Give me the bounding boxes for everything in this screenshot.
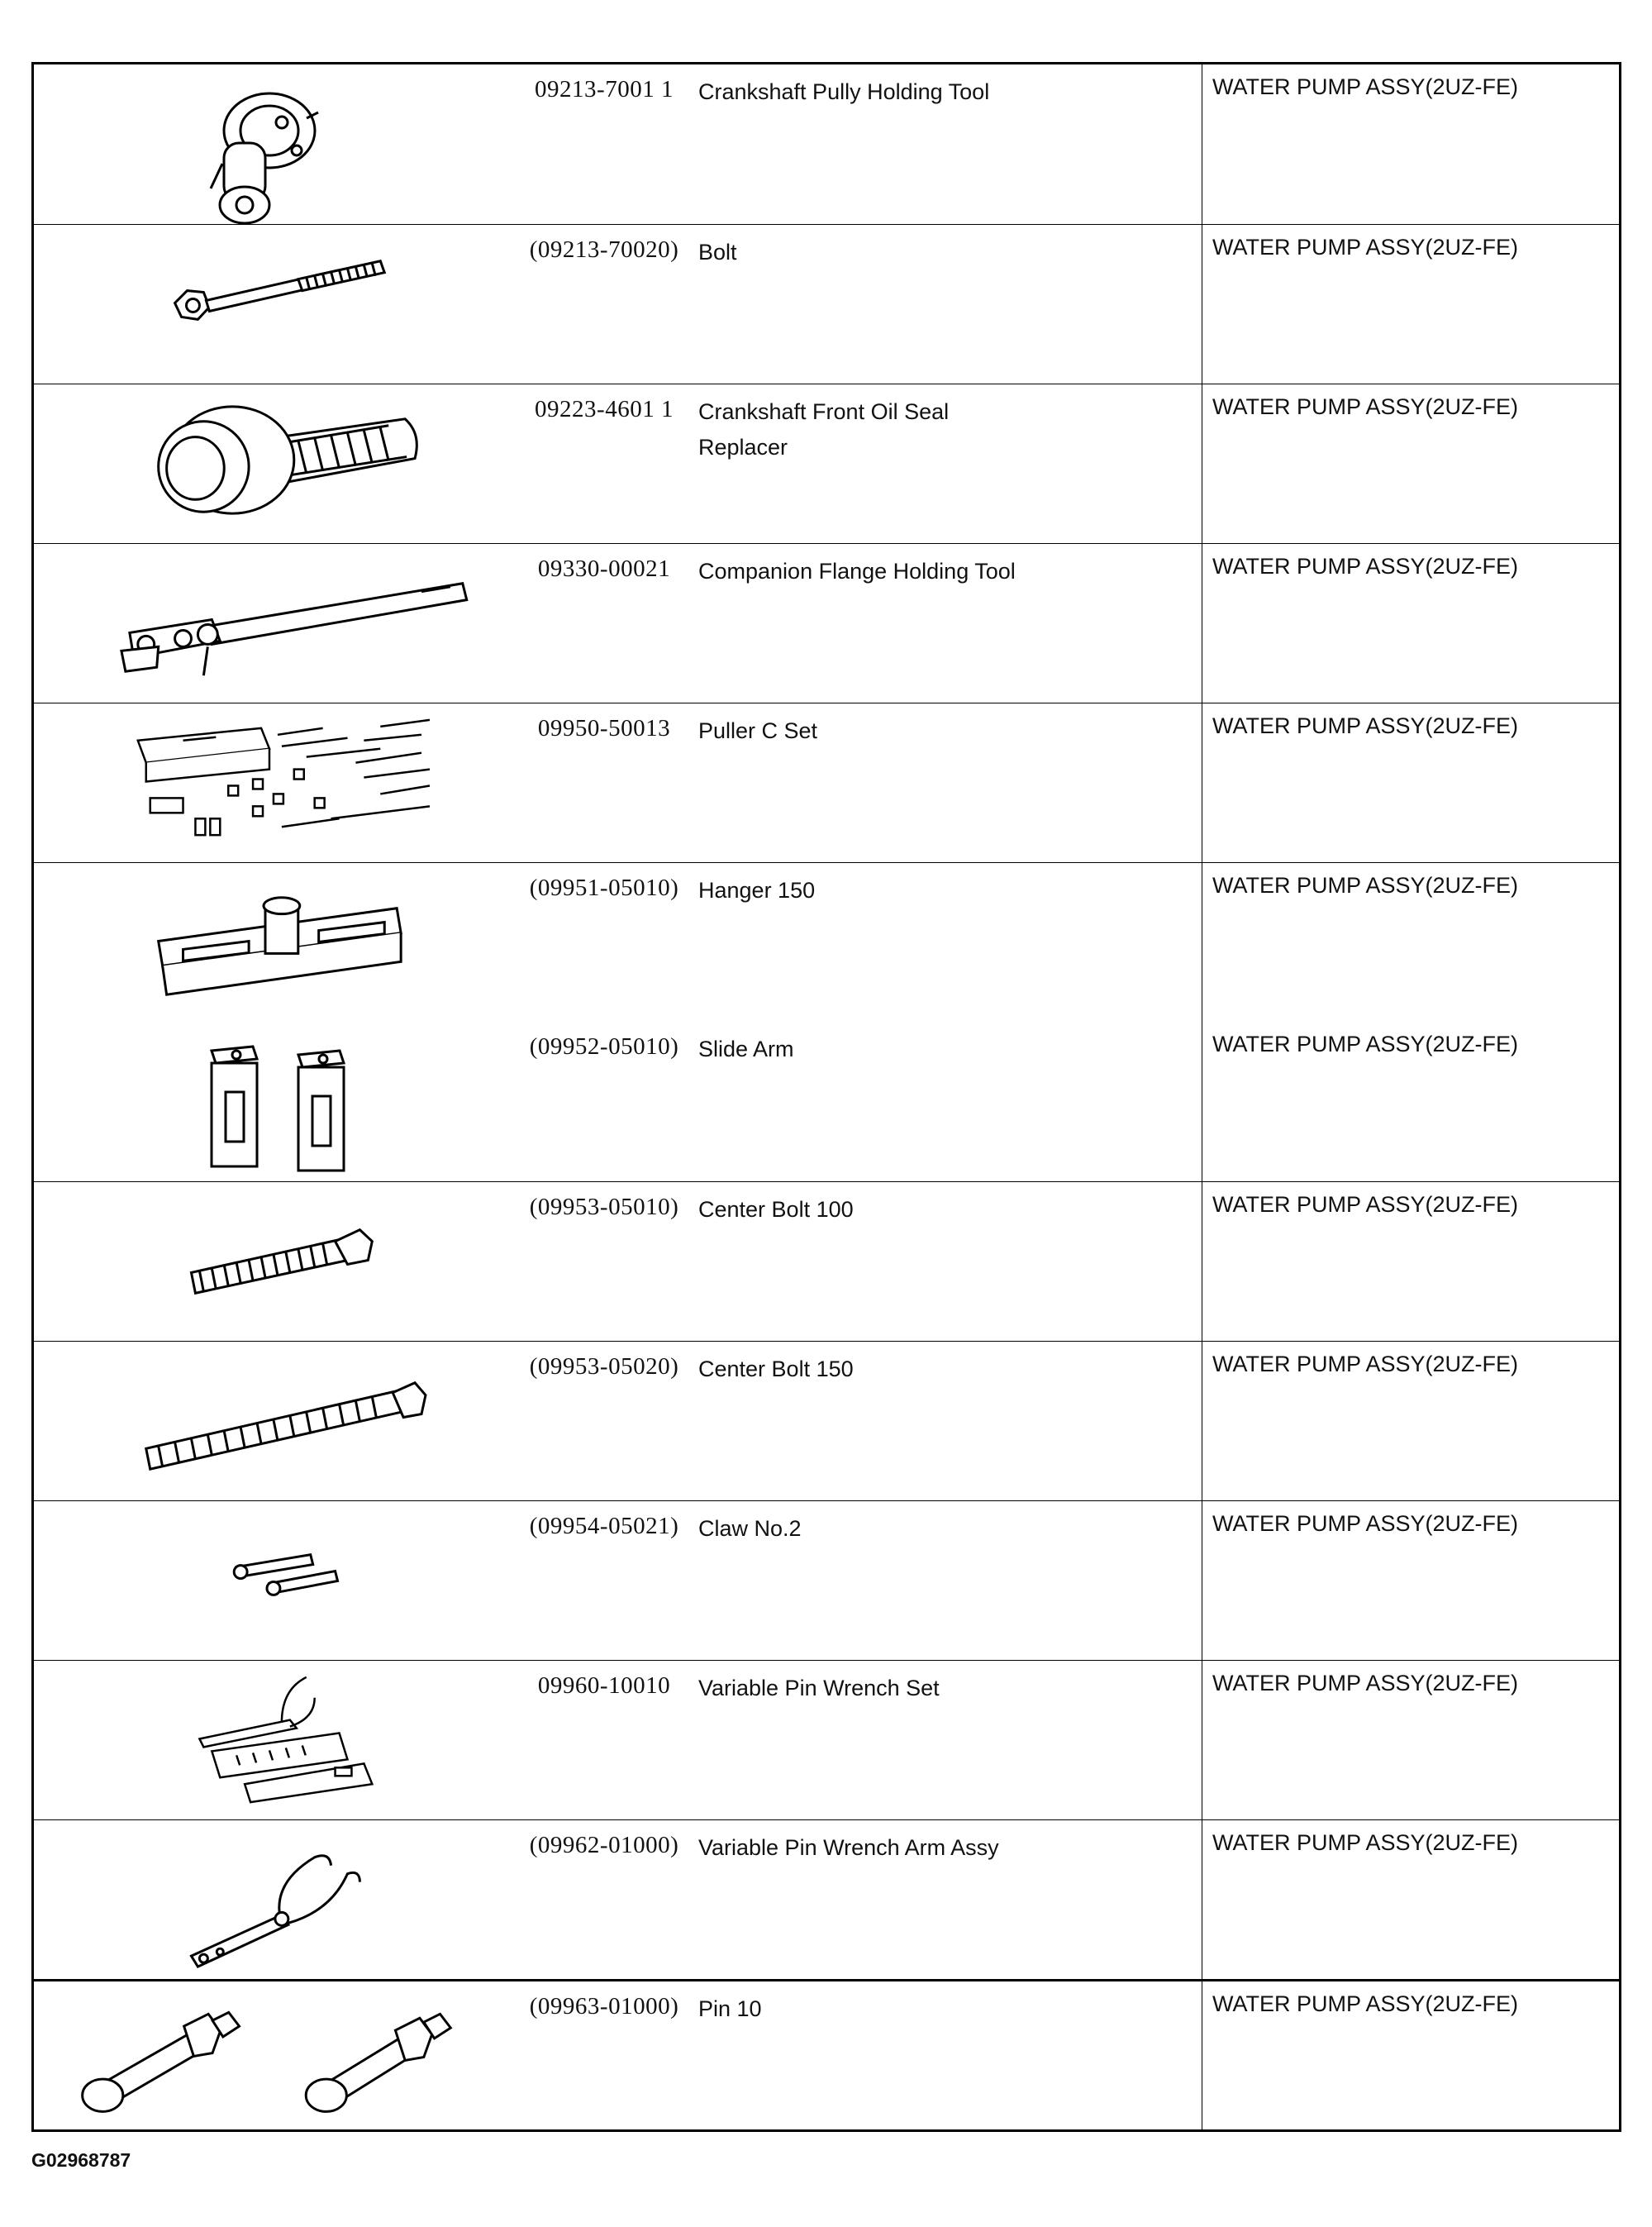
table-row bbox=[34, 1341, 1619, 1500]
oil-seal-replacer-icon bbox=[34, 384, 497, 543]
tool-name: Puller C Set bbox=[698, 718, 818, 743]
table-row bbox=[34, 64, 1619, 224]
section-label: WATER PUMP ASSY(2UZ-FE) bbox=[1212, 74, 1519, 99]
tool-name: Bolt bbox=[698, 240, 737, 265]
table-row bbox=[34, 543, 1619, 703]
tool-name: Claw No.2 bbox=[698, 1516, 802, 1541]
part-number: (09963-01000) bbox=[529, 1993, 679, 2020]
table-row bbox=[34, 1660, 1619, 1819]
part-number: (09952-05010) bbox=[529, 1033, 679, 1060]
tool-name: Hanger 150 bbox=[698, 878, 816, 903]
section-label: WATER PUMP ASSY(2UZ-FE) bbox=[1212, 554, 1519, 579]
part-number: 09213-7001 1 bbox=[535, 76, 674, 103]
section-label: WATER PUMP ASSY(2UZ-FE) bbox=[1212, 713, 1519, 738]
pulley-holding-tool-icon bbox=[34, 64, 497, 224]
section-label: WATER PUMP ASSY(2UZ-FE) bbox=[1212, 1830, 1519, 1855]
table-row bbox=[34, 1819, 1619, 1979]
section-label: WATER PUMP ASSY(2UZ-FE) bbox=[1212, 235, 1519, 260]
part-number: (09954-05021) bbox=[529, 1513, 679, 1539]
tool-table bbox=[31, 62, 1621, 2132]
section-label: WATER PUMP ASSY(2UZ-FE) bbox=[1212, 1511, 1519, 1536]
section-label: WATER PUMP ASSY(2UZ-FE) bbox=[1212, 1032, 1519, 1056]
tool-name: Center Bolt 150 bbox=[698, 1357, 854, 1381]
part-number: (09213-70020) bbox=[529, 236, 679, 263]
claw-icon bbox=[34, 1501, 497, 1660]
part-number: 09950-50013 bbox=[537, 715, 671, 742]
pin-icon bbox=[34, 1981, 497, 2132]
tool-name: Crankshaft Pully Holding Tool bbox=[698, 79, 990, 104]
part-number: (09951-05010) bbox=[529, 875, 679, 901]
table-row bbox=[34, 224, 1619, 384]
section-label: WATER PUMP ASSY(2UZ-FE) bbox=[1212, 394, 1519, 419]
table-row bbox=[34, 1022, 1619, 1181]
section-label: WATER PUMP ASSY(2UZ-FE) bbox=[1212, 873, 1519, 898]
bolt-icon bbox=[34, 225, 497, 384]
flange-holding-tool-icon bbox=[34, 544, 497, 703]
pin-wrench-arm-icon bbox=[34, 1820, 497, 1979]
center-bolt-icon bbox=[34, 1182, 497, 1341]
tool-name: Pin 10 bbox=[698, 1996, 762, 2021]
part-number: 09223-4601 1 bbox=[535, 396, 674, 422]
section-label: WATER PUMP ASSY(2UZ-FE) bbox=[1212, 1671, 1519, 1695]
part-number: (09953-05020) bbox=[529, 1353, 679, 1380]
hanger-icon bbox=[34, 863, 497, 1022]
tool-name: Slide Arm bbox=[698, 1037, 794, 1061]
table-row bbox=[34, 1500, 1619, 1660]
slide-arm-icon bbox=[34, 1022, 497, 1181]
part-number: (09962-01000) bbox=[529, 1832, 679, 1858]
tool-name: Crankshaft Front Oil Seal Replacer bbox=[698, 399, 950, 460]
part-number: 09960-10010 bbox=[537, 1672, 671, 1699]
section-label: WATER PUMP ASSY(2UZ-FE) bbox=[1212, 1352, 1519, 1376]
center-bolt-long-icon bbox=[34, 1342, 497, 1500]
figure-id: G02968787 bbox=[31, 2149, 131, 2171]
puller-set-icon bbox=[34, 703, 497, 862]
tool-name: Variable Pin Wrench Arm Assy bbox=[698, 1835, 999, 1860]
table-row bbox=[34, 862, 1619, 1022]
table-row bbox=[34, 1979, 1619, 2132]
tool-name: Variable Pin Wrench Set bbox=[698, 1676, 940, 1700]
section-label: WATER PUMP ASSY(2UZ-FE) bbox=[1212, 1192, 1519, 1217]
tool-name: Companion Flange Holding Tool bbox=[698, 559, 1016, 584]
section-label: WATER PUMP ASSY(2UZ-FE) bbox=[1212, 1991, 1519, 2016]
part-number: (09953-05010) bbox=[529, 1194, 679, 1220]
table-row bbox=[34, 703, 1619, 862]
pin-wrench-set-icon bbox=[34, 1661, 497, 1819]
table-row bbox=[34, 384, 1619, 543]
table-row bbox=[34, 1181, 1619, 1341]
part-number: 09330-00021 bbox=[537, 556, 671, 582]
tool-name: Center Bolt 100 bbox=[698, 1197, 854, 1222]
